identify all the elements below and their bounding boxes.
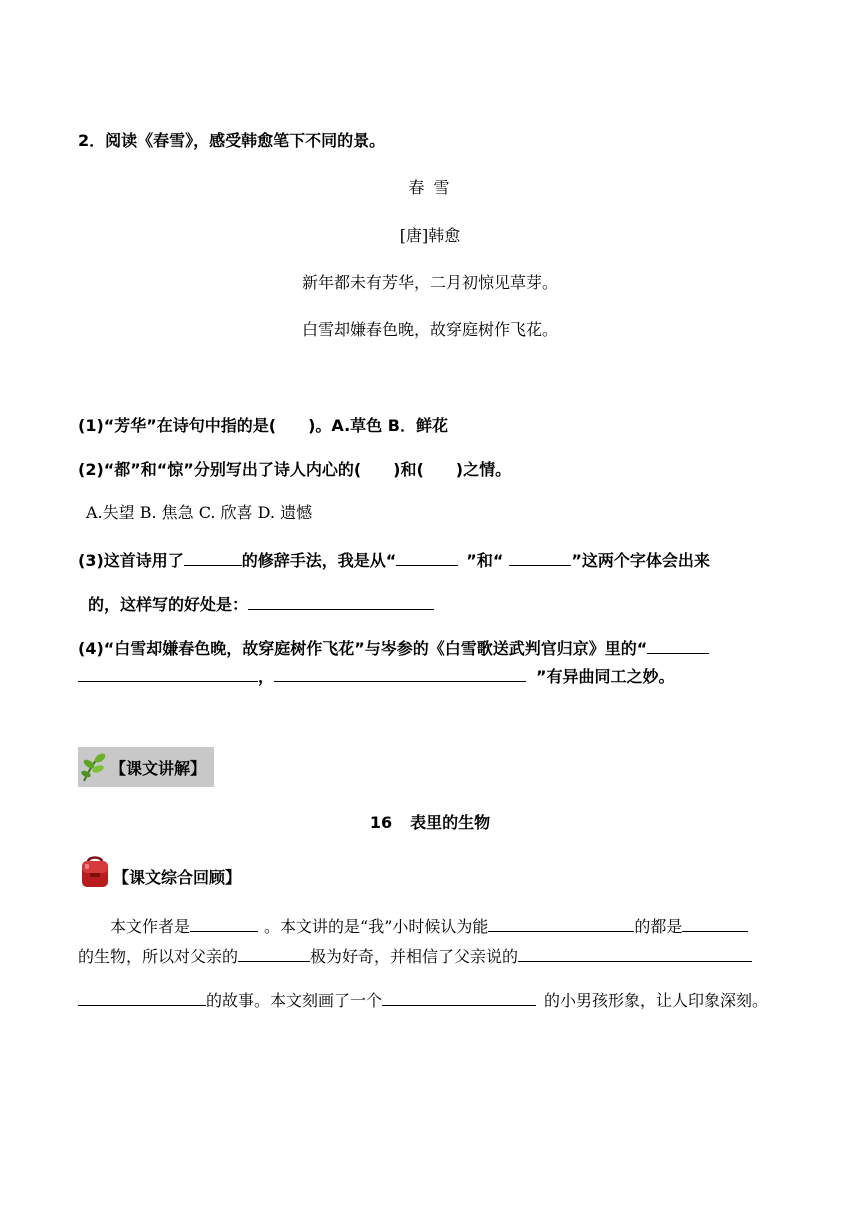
review-text-a: 本文作者是 [110,917,191,936]
review-text-g: 的小男孩形象，让人印象深刻。 [544,991,769,1010]
review-blank-story-b[interactable] [78,988,206,1006]
q3-text-c: ”和“ [466,551,504,570]
review-line-2 [78,944,752,967]
review-line-1 [110,914,748,937]
q4-comma: ， [258,667,275,686]
review-text-e: 极为好奇，并相信了父亲说的 [310,947,519,966]
review-text-d: 的生物，所以对父亲的 [78,947,239,966]
review-blank-author[interactable] [190,914,258,932]
question-title: 2．阅读《春雪》，感受韩愈笔下不同的景。 [78,131,386,150]
review-section-label: 【课文综合回顾】 [113,868,242,887]
review-text-f: 的故事。本文刻画了一个 [206,991,383,1010]
lesson-section-header [78,747,214,787]
q4-blank-1b[interactable] [78,664,258,682]
review-blank-kind[interactable] [682,914,748,932]
lesson-name: 表里的生物 [410,813,491,832]
q3-text-d: ”这两个字体会出来 [571,551,710,570]
poem-author: [唐]韩愈 [399,226,461,245]
review-blank-object[interactable] [238,944,310,962]
q4-blank-2[interactable] [274,664,526,682]
review-blank-story-a[interactable] [518,944,752,962]
q3-blank-char-2[interactable] [509,548,571,566]
q3-blank-benefit[interactable] [248,592,434,610]
q3-text-a: (3)这首诗用了 [78,551,184,570]
review-line-3 [78,988,768,1011]
sub-question-4 [78,636,709,659]
poem-line-2: 白雪却嫌春色晚，故穿庭树作飞花。 [301,320,558,339]
lesson-section-label: 【课文讲解】 [110,758,207,778]
q3-text-b: 的修辞手法，我是从“ [241,551,397,570]
review-text-c: 的都是 [634,917,683,936]
schoolbag-icon [78,854,112,890]
sub-question-2-options: A.失望 B. 焦急 C. 欣喜 D. 遗憾 [86,503,313,522]
poem-title: 春 雪 [408,178,452,197]
q3-blank-rhetoric[interactable] [184,548,242,566]
sub-question-2: (2)“都”和“惊”分别写出了诗人内心的( )和( )之情。 [78,460,512,479]
q4-text-a: (4)“白雪却嫌春色晚，故穿庭树作飞花”与岑参的《白雪歌送武判官归京》里的“ [78,639,648,658]
sub-question-1: (1)“芳华”在诗句中指的是( )。A.草色 B．鲜花 [78,416,448,435]
review-text-b: 。本文讲的是“我”小时候认为能 [264,917,489,936]
lesson-number: 16 [369,813,393,832]
q4-text-b: ”有异曲同工之妙。 [536,667,675,686]
review-blank-character[interactable] [382,988,536,1006]
q3-text-line2: 的，这样写的好处是： [88,595,249,614]
sub-question-3-line-2 [88,592,434,615]
sub-question-3 [78,548,710,571]
q3-blank-char-1[interactable] [396,548,458,566]
lesson-title [0,813,860,833]
sub-question-4-line-2 [78,664,675,687]
q4-blank-1a[interactable] [647,636,709,654]
leaf-icon [78,751,108,783]
poem-line-1: 新年都未有芳华，二月初惊见草芽。 [301,273,558,292]
review-section-header [78,852,241,890]
review-blank-ability[interactable] [488,914,634,932]
